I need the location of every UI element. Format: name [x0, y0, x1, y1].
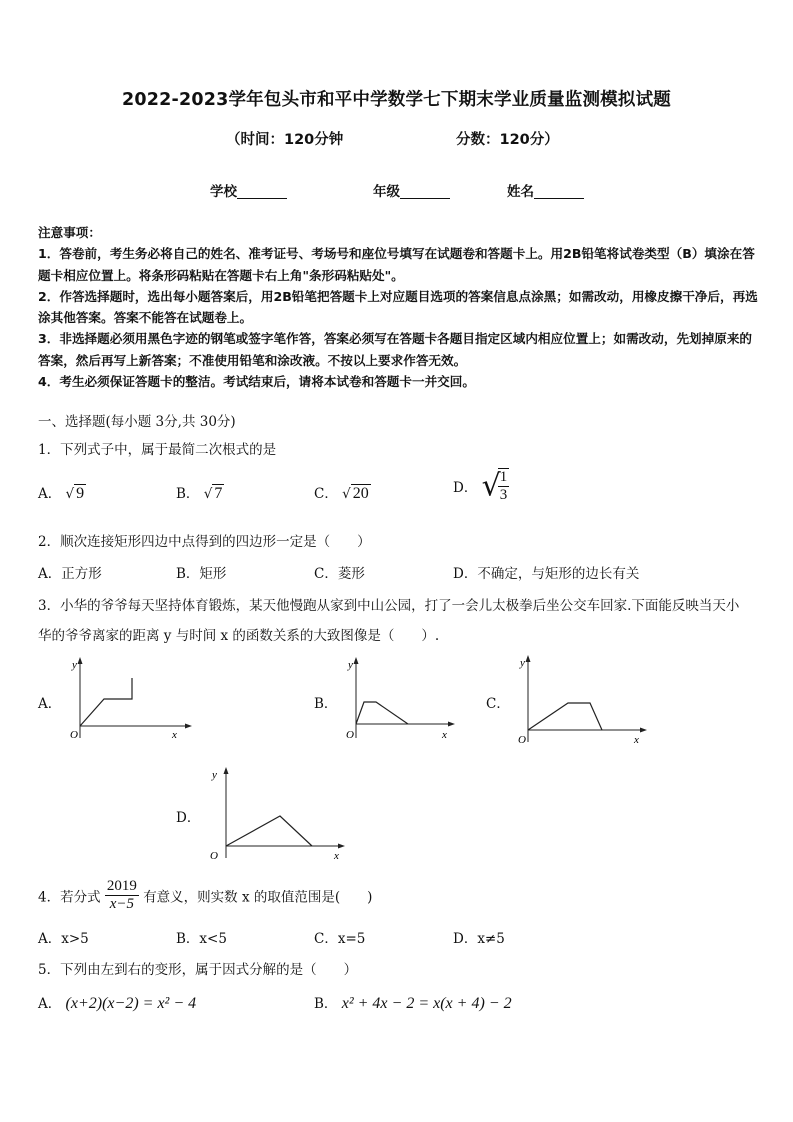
graph-a-x-arrow	[185, 724, 192, 729]
graph-a-origin: O	[70, 729, 78, 741]
school-label: 学校	[210, 184, 237, 200]
school-field	[210, 180, 287, 200]
q3-graph-a[interactable]	[64, 656, 194, 742]
q5-a-label: A．	[38, 996, 62, 1012]
q5-a-expression: (x+2)(x−2) = x² − 4	[65, 995, 197, 1012]
q1-d-radical-sign: √	[481, 468, 501, 504]
q3-graph-d[interactable]	[204, 766, 350, 862]
q4-stem	[38, 878, 372, 913]
q2-option-d[interactable]: D．不确定，与矩形的边长有关	[453, 566, 640, 582]
q1-c-radicand: 20	[352, 485, 369, 502]
q1-d-denominator: 3	[499, 487, 508, 503]
q4-fraction-numerator: 2019	[106, 878, 137, 894]
q4-fraction-denominator: x−5	[109, 896, 135, 912]
q3-c-label[interactable]: C．	[486, 696, 510, 712]
score-label: 分数：120分）	[456, 132, 559, 148]
graph-b-curve	[356, 702, 408, 724]
q1-option-c[interactable]	[314, 482, 371, 503]
graph-d-y-label: y	[212, 769, 217, 781]
graph-c-y-arrow	[526, 655, 531, 662]
q5-b-expression: x² + 4x − 2 = x(x + 4) − 2	[341, 995, 512, 1012]
q5-option-a[interactable]	[38, 992, 196, 1013]
graph-b-x-label: x	[442, 729, 447, 741]
q4-stem-pre: 4．若分式	[38, 889, 101, 906]
q4-option-c[interactable]: C．x=5	[314, 931, 366, 947]
q4-option-b[interactable]: B．x<5	[176, 931, 227, 947]
time-label: （时间：120分钟	[226, 132, 344, 148]
q4-option-a[interactable]: A．x>5	[38, 931, 89, 947]
q3-a-label[interactable]: A．	[38, 696, 62, 712]
q2-stem: 2．顺次连接矩形四边中点得到的四边形一定是（ ）	[38, 534, 371, 550]
q4-option-d[interactable]: D．x≠5	[453, 931, 505, 947]
q3-b-label[interactable]: B．	[314, 696, 338, 712]
q3-d-label[interactable]: D．	[176, 810, 201, 826]
notice-item-1: 1．答卷前，考生务必将自己的姓名、准考证号、考场号和座位号填写在试题卷和答题卡上。用2B铅笔将试卷类型（B）填涂在答题卡相应位置上。将条形码粘贴在答题卡右上角"条形码粘贴处"。	[38, 246, 755, 283]
q2-option-c[interactable]: C．菱形	[314, 566, 365, 582]
notice-block	[38, 222, 760, 392]
graph-d-origin: O	[210, 850, 218, 862]
notice-heading: 注意事项：	[38, 225, 101, 240]
q4-fraction	[105, 878, 139, 913]
q1-a-radical: √ 9	[65, 485, 85, 502]
q3-stem-line1: 3．小华的爷爷每天坚持体育锻炼，某天他慢跑从家到中山公园，打了一会儿太极拳后坐公交车回家.下面能反映当天小	[38, 598, 740, 614]
graph-c-x-label: x	[634, 734, 639, 746]
q1-c-radical: √ 20	[342, 485, 369, 502]
graph-c-origin: O	[518, 734, 526, 746]
q2-option-a[interactable]: A．正方形	[38, 566, 102, 582]
q1-c-label: C．	[314, 486, 338, 502]
grade-label: 年级	[373, 184, 400, 200]
q1-b-radicand: 7	[214, 485, 223, 502]
q1-option-b[interactable]	[176, 482, 224, 503]
q3-stem-line2: 华的爷爷离家的距离 y 与时间 x 的函数关系的大致图像是（ ）.	[38, 628, 440, 644]
q5-stem: 5．下列由左到右的变形，属于因式分解的是（ ）	[38, 962, 358, 978]
graph-a-y-label: y	[72, 659, 77, 671]
graph-c-y-label: y	[520, 657, 525, 669]
q1-d-fraction	[498, 468, 510, 504]
q1-b-radical: √ 7	[203, 485, 223, 502]
q1-option-d[interactable]	[453, 468, 509, 504]
graph-a-curve	[80, 678, 132, 726]
graph-c-curve	[528, 703, 602, 730]
school-blank[interactable]	[237, 184, 287, 199]
graph-a-y-arrow	[78, 657, 83, 664]
q1-option-a[interactable]	[38, 482, 86, 503]
name-label: 姓名	[507, 184, 534, 200]
graph-a-x-label: x	[172, 729, 177, 741]
graph-c-x-arrow	[640, 728, 647, 733]
exam-title: 2022-2023学年包头市和平中学数学七下期末学业质量监测模拟试题	[122, 90, 671, 110]
q1-d-label: D．	[453, 480, 478, 496]
graph-b-y-label: y	[348, 659, 353, 671]
q1-b-label: B．	[176, 486, 200, 502]
graph-d-y-arrow	[224, 767, 229, 774]
q3-graph-c[interactable]	[512, 654, 652, 746]
graph-d-x-label: x	[334, 850, 339, 862]
graph-d-x-arrow	[338, 844, 345, 849]
notice-item-3: 3．非选择题必须用黑色字迹的钢笔或签字笔作答，答案必须写在答题卡各题目指定区域内相应位置上；如需改动，先划掉原来的答案，然后再写上新答案；不准使用铅笔和涂改液。不按以上要求作答无效。	[38, 331, 753, 368]
q1-a-radicand: 9	[76, 485, 85, 502]
q4-stem-post: 有意义，则实数 x 的取值范围是( )	[143, 889, 373, 906]
q5-option-b[interactable]	[314, 992, 512, 1013]
grade-field	[373, 180, 450, 200]
q3-graph-b[interactable]	[340, 656, 460, 742]
q1-stem: 1．下列式子中，属于最简二次根式的是	[38, 442, 277, 458]
graph-b-origin: O	[346, 729, 354, 741]
q5-b-label: B．	[314, 996, 338, 1012]
graph-d-curve	[226, 816, 312, 846]
grade-blank[interactable]	[400, 184, 450, 199]
name-field	[507, 180, 584, 200]
q1-a-label: A．	[38, 486, 62, 502]
section-heading: 一、选择题(每小题 3分,共 30分)	[38, 414, 236, 430]
graph-b-y-arrow	[354, 657, 359, 664]
notice-item-2: 2．作答选择题时，选出每小题答案后，用2B铅笔把答题卡上对应题目选项的答案信息点涂黑；如需改动，用橡皮擦干净后，再选涂其他答案。答案不能答在试题卷上。	[38, 288, 758, 326]
notice-item-4: 4．考生必须保证答题卡的整洁。考试结束后，请将本试卷和答题卡一并交回。	[38, 374, 475, 390]
q2-option-b[interactable]: B．矩形	[176, 566, 227, 582]
name-blank[interactable]	[534, 184, 584, 199]
q1-d-numerator: 1	[499, 469, 508, 485]
graph-b-x-arrow	[448, 722, 455, 727]
